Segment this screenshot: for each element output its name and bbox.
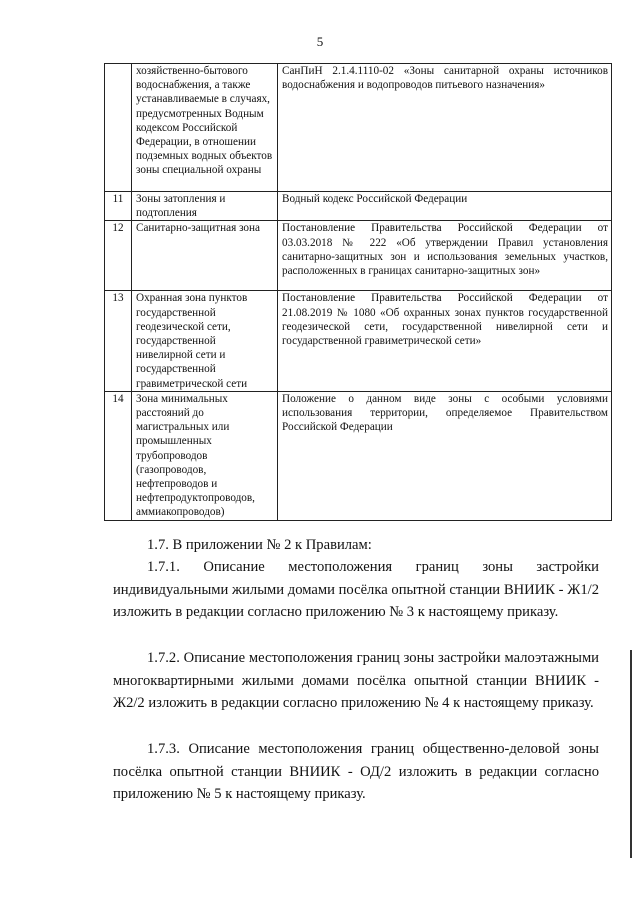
table-row xyxy=(105,64,612,192)
zone-name: хозяйственно-бытового водоснабжения, а также устанавливаемые в случаях, предусмотренных Водным кодексом Российской Федерации, в отношении подземных водных объектов зоны специальной охраны xyxy=(132,64,278,192)
regulation-text: Постановление Правительства Российской Федерации от 21.08.2019 № 1080 «Об охранных зонах пунктов государственной геодезической сети, государственной нивелирной сети и государственной гравиметрической сети» xyxy=(278,291,612,391)
paragraph-1-7-1: 1.7.1. Описание местоположения границ зоны застройки индивидуальными жилыми домами посёлка опытной станции ВНИИК - Ж1/2 изложить в редакции согласно приложению № 3 к настоящему приказу. xyxy=(113,559,599,620)
zones-table xyxy=(104,63,612,521)
row-number: 13 xyxy=(105,291,132,391)
row-number: 11 xyxy=(105,192,132,221)
row-number xyxy=(105,64,132,192)
paragraph-1-7-3: 1.7.3. Описание местоположения границ общественно-деловой зоны посёлка опытной станции ВНИИК - ОД/2 изложить в редакции согласно приложению № 5 к настоящему приказу. xyxy=(113,741,599,802)
zone-name: Охранная зона пунктов государственной геодезической сети, государственной нивелирной сети и государственной гравиметрической сети xyxy=(132,291,278,391)
paragraph-1-7: 1.7. В приложении № 2 к Правилам: xyxy=(147,537,372,553)
table-row xyxy=(105,291,612,391)
table-row xyxy=(105,192,612,221)
table-row xyxy=(105,221,612,291)
table-row xyxy=(105,391,612,520)
paragraph-1-7-2: 1.7.2. Описание местоположения границ зоны застройки малоэтажными многоквартирными жилыми домами посёлка опытной станции ВНИИК - Ж2/2 изложить в редакции согласно приложению № 4 к настоящему приказу. xyxy=(113,650,599,711)
page-number: 5 xyxy=(316,34,324,49)
row-number: 14 xyxy=(105,391,132,520)
regulation-text: Водный кодекс Российской Федерации xyxy=(278,192,612,221)
regulation-text: Положение о данном виде зоны с особыми условиями использования территории, определяемое Правительством Российской Федерации xyxy=(278,391,612,520)
zone-name: Санитарно-защитная зона xyxy=(132,221,278,291)
regulation-text: Постановление Правительства Российской Федерации от 03.03.2018 № 222 «Об утверждении Правил установления санитарно-защитных зон и использования земельных участков, расположенных в границах санитарно-защитных зон» xyxy=(278,221,612,291)
zone-name: Зоны затопления и подтопления xyxy=(132,192,278,221)
zone-name: Зона минимальных расстояний до магистральных или промышленных трубопроводов (газопроводов, нефтепроводов и нефтепродуктопроводов, аммиакопроводов) xyxy=(132,391,278,520)
regulation-text: СанПиН 2.1.4.1110-02 «Зоны санитарной охраны источников водоснабжения и водопроводов питьевого назначения» xyxy=(278,64,612,192)
margin-mark xyxy=(630,650,632,858)
row-number: 12 xyxy=(105,221,132,291)
